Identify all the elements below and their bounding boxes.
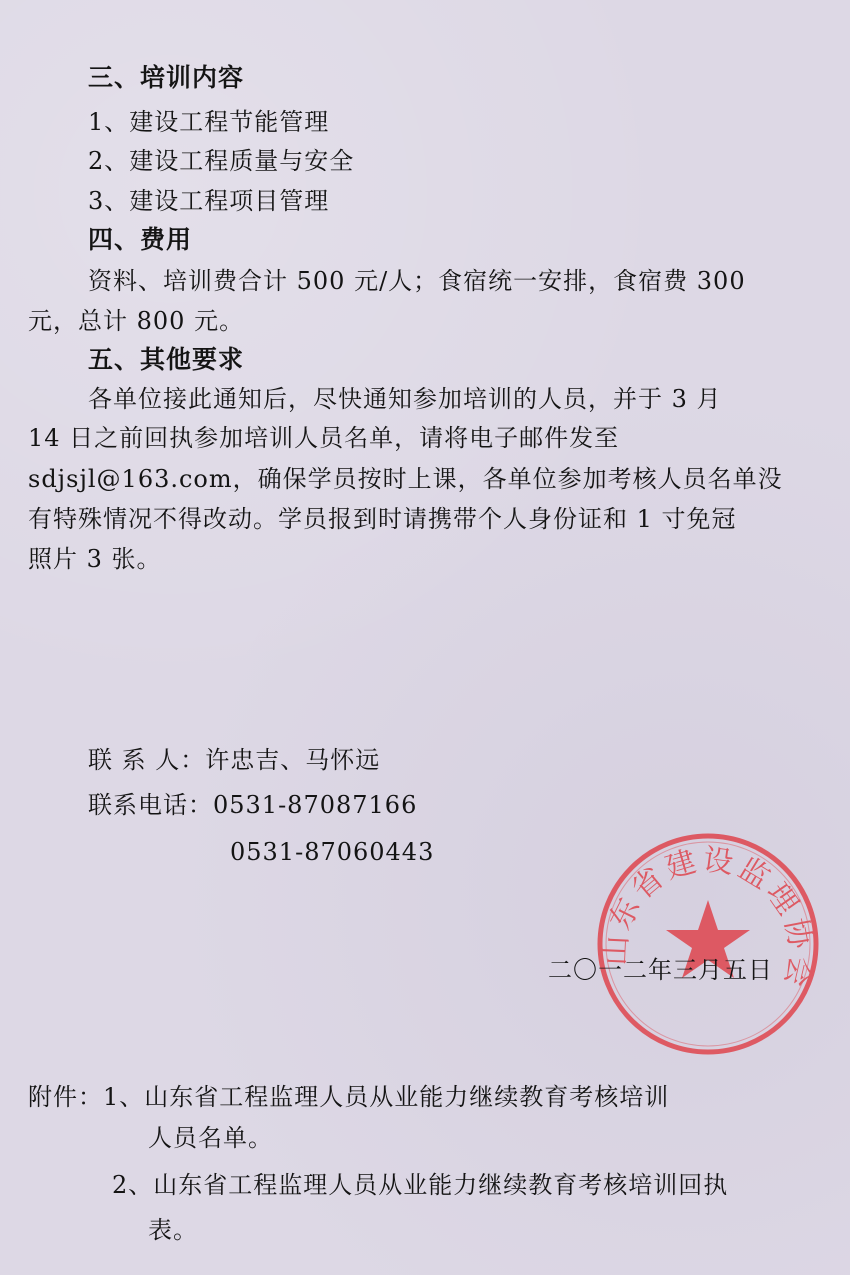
attachment-line: 附件：1、山东省工程监理人员从业能力继续教育考核培训 [28, 1083, 670, 1111]
document-date: 二〇一二年三月五日 [548, 956, 773, 984]
other-line: 各单位接此通知后，尽快通知参加培训的人员，并于 3 月 [88, 385, 722, 413]
other-line: 有特殊情况不得改动。学员报到时请携带个人身份证和 1 寸免冠 [28, 505, 737, 533]
other-line: 照片 3 张。 [28, 545, 162, 573]
content-item: 2、建设工程质量与安全 [88, 147, 355, 175]
contact-person: 联 系 人：许忠吉、马怀远 [88, 746, 381, 774]
content-item: 1、建设工程节能管理 [88, 108, 330, 136]
attachment-line: 2、山东省工程监理人员从业能力继续教育考核培训回执 [112, 1171, 729, 1199]
other-line: 14 日之前回执参加培训人员名单，请将电子邮件发至 [28, 424, 620, 452]
fees-line: 资料、培训费合计 500 元/人；食宿统一安排，食宿费 300 [88, 267, 746, 295]
svg-text:山东省建设监理协会: 山东省建设监理协会 [598, 842, 819, 994]
contact-phone: 联系电话：0531-87087166 [88, 791, 418, 819]
section-content-heading: 三、培训内容 [88, 63, 245, 92]
attachment-line: 表。 [148, 1216, 198, 1244]
attachment-line: 人员名单。 [148, 1124, 273, 1152]
contact-phone-2: 0531-87060443 [230, 838, 435, 866]
other-line: sdjsjl@163.com，确保学员按时上课，各单位参加考核人员名单没 [28, 465, 783, 493]
section-other-heading: 五、其他要求 [88, 345, 245, 374]
section-fees-heading: 四、费用 [88, 225, 193, 254]
content-item: 3、建设工程项目管理 [88, 187, 330, 215]
fees-line: 元，总计 800 元。 [28, 307, 245, 335]
official-seal [592, 828, 824, 1060]
